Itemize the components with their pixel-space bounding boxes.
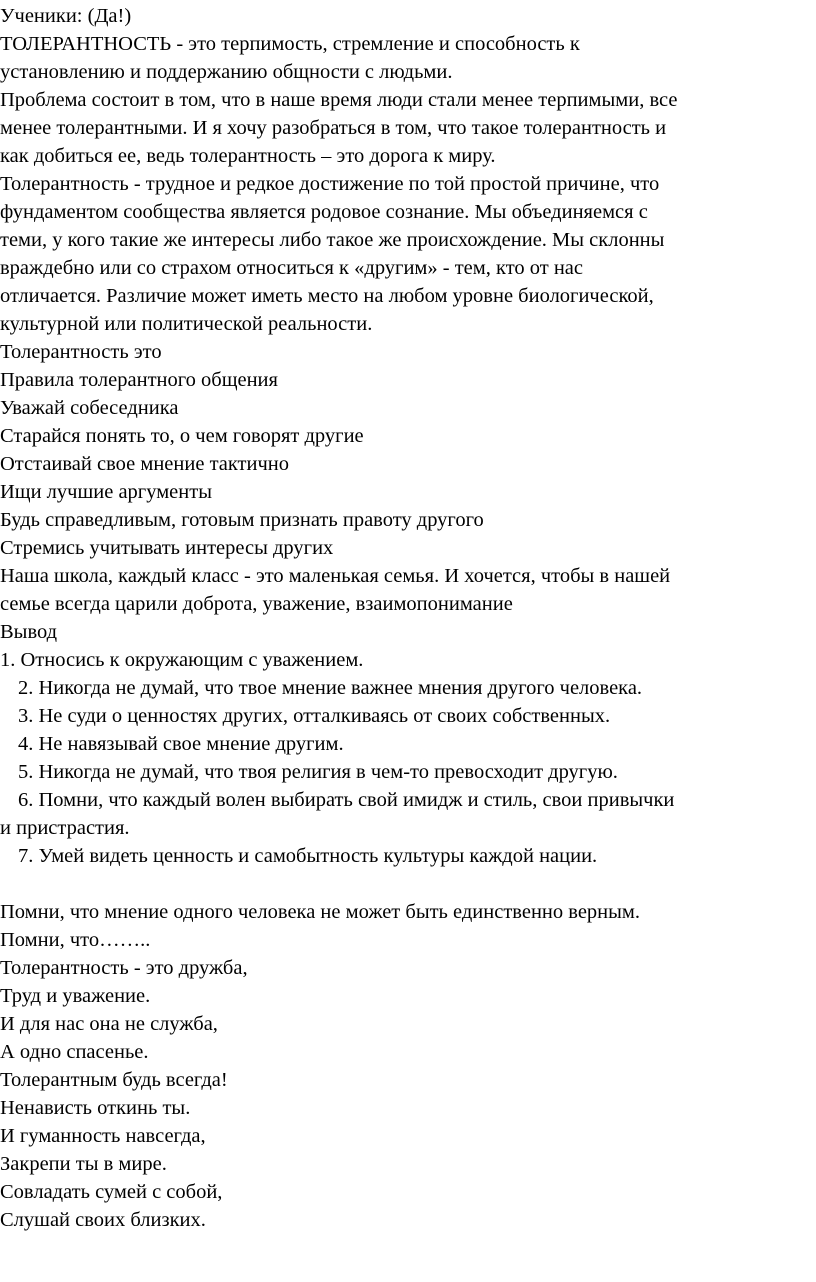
conclusion-item: 6. Помни, что каждый волен выбирать свой имидж и стиль, свои привычки xyxy=(18,789,675,811)
students-header: Ученики: (Да!) xyxy=(0,5,132,27)
poem-line: Совладать сумей с собой, xyxy=(0,1181,223,1203)
poem-line: Ненависть откинь ты. xyxy=(0,1097,191,1119)
difficulty-line: культурной или политической реальности. xyxy=(0,313,373,335)
tolerance-is-heading: Толерантность это xyxy=(0,341,162,363)
conclusion-item: 3. Не суди о ценностях других, отталкиваясь от своих собственных. xyxy=(18,705,611,727)
poem-line: Слушай своих близких. xyxy=(0,1209,206,1231)
difficulty-line: враждебно или со страхом относиться к «другим» - тем, кто от нас xyxy=(0,257,583,279)
rule-item: Старайся понять то, о чем говорят другие xyxy=(0,425,364,447)
poem-line: Толерантность - это дружба, xyxy=(0,957,248,979)
poem-line: И для нас она не служба, xyxy=(0,1013,218,1035)
conclusion-title: Вывод xyxy=(0,621,58,643)
poem-line: Закрепи ты в мире. xyxy=(0,1153,167,1175)
school-line: семье всегда царили доброта, уважение, взаимопонимание xyxy=(0,593,513,615)
rule-item: Уважай собеседника xyxy=(0,397,179,419)
difficulty-line: фундаментом сообщества является родовое сознание. Мы объединяемся с xyxy=(0,201,648,223)
conclusion-item: 2. Никогда не думай, что твое мнение важнее мнения другого человека. xyxy=(18,677,643,699)
conclusion-item: 7. Умей видеть ценность и самобытность культуры каждой нации. xyxy=(18,845,598,867)
rule-item: Стремись учитывать интересы других xyxy=(0,537,334,559)
definition-line: установлению и поддержанию общности с людьми. xyxy=(0,61,453,83)
document-body xyxy=(0,2,816,1234)
rule-item: Ищи лучшие аргументы xyxy=(0,481,212,503)
poem-line: А одно спасенье. xyxy=(0,1041,149,1063)
conclusion-item-continuation: и пристрастия. xyxy=(0,817,130,839)
remember-opinion: Помни, что мнение одного человека не может быть единственно верным. xyxy=(0,901,641,923)
rules-title: Правила толерантного общения xyxy=(0,369,278,391)
problem-line: как добиться ее, ведь толерантность – это дорога к миру. xyxy=(0,145,496,167)
problem-line: Проблема состоит в том, что в наше время люди стали менее терпимыми, все xyxy=(0,89,678,111)
remember-that: Помни, что…….. xyxy=(0,929,151,951)
definition-line: ТОЛЕРАНТНОСТЬ - это терпимость, стремление и способность к xyxy=(0,33,580,55)
difficulty-line: теми, у кого такие же интересы либо такое же происхождение. Мы склонны xyxy=(0,229,665,251)
conclusion-item: 5. Никогда не думай, что твоя религия в чем-то превосходит другую. xyxy=(18,761,618,783)
poem-line: И гуманность навсегда, xyxy=(0,1125,206,1147)
difficulty-line: Толерантность - трудное и редкое достижение по той простой причине, что xyxy=(0,173,660,195)
blank-line xyxy=(0,870,816,898)
school-line: Наша школа, каждый класс - это маленькая семья. И хочется, чтобы в нашей xyxy=(0,565,671,587)
conclusion-item: 4. Не навязывай свое мнение другим. xyxy=(18,733,344,755)
problem-line: менее толерантными. И я хочу разобраться в том, что такое толерантность и xyxy=(0,117,667,139)
difficulty-line: отличается. Различие может иметь место на любом уровне биологической, xyxy=(0,285,654,307)
rule-item: Будь справедливым, готовым признать правоту другого xyxy=(0,509,484,531)
conclusion-item: 1. Относись к окружающим с уважением. xyxy=(0,649,364,671)
poem-line: Труд и уважение. xyxy=(0,985,151,1007)
poem-line: Толерантным будь всегда! xyxy=(0,1069,228,1091)
rule-item: Отстаивай свое мнение тактично xyxy=(0,453,290,475)
